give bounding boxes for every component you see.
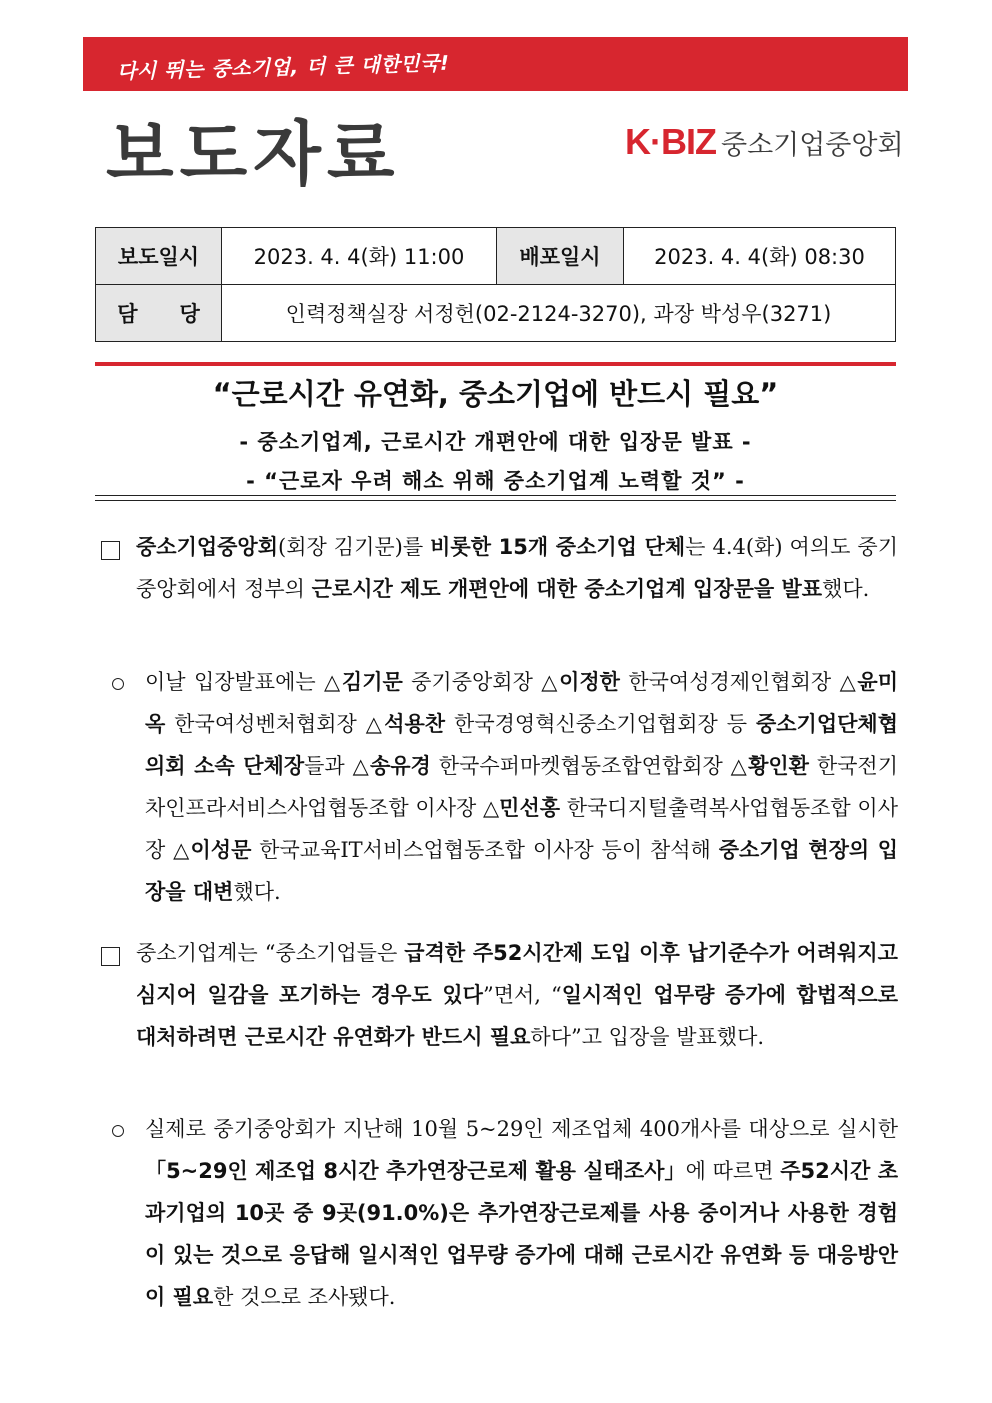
bold-text-run: 황인환 [748,754,809,778]
text-run: 들과 △ [304,754,370,778]
release-row [96,228,896,285]
text-run: 한국디지털출력복사업협동조합 이사장 △ [145,796,898,862]
text-run: 한국수퍼마켓협동조합연합회장 △ [430,754,749,778]
distribution-label: 배포일시 [497,228,624,285]
bold-text-run: 이정한 [559,670,620,694]
release-label: 보도일시 [96,228,222,285]
circle-bullet-icon [112,1125,124,1137]
square-bullet-icon [101,947,120,966]
bold-text-run: 주52시간 초과기업의 10곳 중 9곳(91.0%)은 추가연장근로제를 사용 중이거나 사용한 경험이 있는 것으로 응답해 일시적인 업무량 증가에 대해 근로시간 유연화 등 대응방안이 필요 [145,1159,898,1309]
text-run: 중기중앙회장 △ [402,670,560,694]
text-run: 한 것으로 조사됐다. [213,1285,396,1309]
square-bullet-icon [101,541,120,560]
headline: “근로시간 유연화, 중소기업에 반드시 필요” [212,377,779,411]
text-run: 했다. [822,577,870,601]
contact-label: 담 당 [96,285,222,342]
bold-text-run: 송유경 [369,754,431,778]
document-title: 보도자료 [106,113,401,195]
red-divider [95,362,896,366]
text-run: 중소기업계는 “중소기업들은 [136,941,405,965]
text-run: 했다. [233,880,281,904]
contact-row [96,285,896,342]
bold-text-run: 일시적인 업무량 증가에 합법적으로 대처하려면 근로시간 유연화가 반드시 필요 [136,983,898,1049]
text-run: (회장 김기문)를 [278,535,431,559]
text-run: 이날 입장발표에는 △ [145,670,342,694]
paragraph-1 [136,526,898,610]
bold-text-run: 윤미옥 [145,670,898,736]
text-run: 는 4.4(화) 여의도 중기중앙회에서 정부의 [136,535,898,601]
top-banner [83,37,908,91]
circle-bullet-icon [112,678,124,690]
text-run: 한국경영혁신중소기업협회장 등 [445,712,756,736]
text-run: ”면서, “ [482,983,562,1007]
bold-text-run: 석용찬 [384,712,446,736]
text-run: 한국여성경제인협회장 △ [619,670,858,694]
bold-text-run: 근로시간 제도 개편안에 대한 중소기업계 입장문을 발표 [311,577,823,601]
distribution-value: 2023. 4. 4(화) 08:30 [624,228,896,285]
subtitle-1: - 중소기업계, 근로시간 개편안에 대한 입장문 발표 - [239,430,752,454]
bold-text-run: 비롯한 15개 중소기업 단체 [430,535,686,559]
divider-line-top [95,495,896,496]
divider-line-bottom [95,500,896,501]
text-run: 하다”고 입장을 발표했다. [530,1025,765,1049]
paragraph-4 [145,1108,898,1318]
paragraph-3 [136,932,898,1058]
kbiz-logo [625,121,904,163]
bold-text-run: 중소기업중앙회 [136,535,279,559]
bold-text-run: 민선홍 [499,796,561,820]
release-value: 2023. 4. 4(화) 11:00 [222,228,497,285]
text-run: 실제로 중기중앙회가 지난해 10월 5~29인 제조업체 400개사를 대상으로 실시한 [145,1117,898,1141]
bold-text-run: 「5~29인 제조업 8시간 추가연장근로제 활용 실태조사」 [145,1159,686,1183]
bold-text-run: 중소기업단체협의회 소속 단체장 [145,712,898,778]
text-run: 에 따르면 [685,1159,781,1183]
contact-value: 인력정책실장 서정헌(02-2124-3270), 과장 박성우(3271) [222,285,896,342]
bold-text-run: 김기문 [341,670,403,694]
bold-text-run: 중소기업 현장의 입장을 대변 [145,838,898,904]
text-run: 한국교육IT서비스업협동조합 이사장 등이 참석해 [251,838,719,862]
bold-text-run: 이성문 [190,838,252,862]
banner-slogan: 다시 뛰는 중소기업, 더 큰 대한민국! [116,50,450,84]
subtitle-2: - “근로자 우려 해소 위해 중소기업계 노력할 것” - [246,469,745,493]
text-run: 한국전기차인프라서비스사업협동조합 이사장 △ [145,754,898,820]
paragraph-2 [145,661,898,913]
logo-mark: K·BIZ [625,121,716,162]
release-info-table [95,227,896,342]
bold-text-run: 급격한 주52시간제 도입 이후 납기준수가 어려워지고 심지어 일감을 포기하는 경우도 있다 [136,941,898,1007]
text-run: 한국여성벤처협회장 △ [165,712,385,736]
logo-name: 중소기업중앙회 [720,129,904,161]
